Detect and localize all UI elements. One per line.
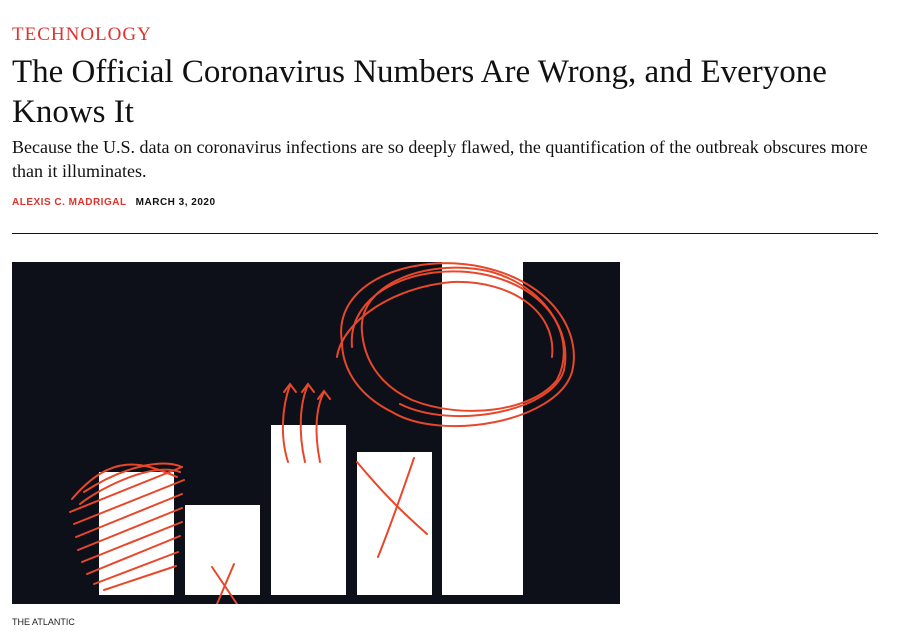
illustration-bar xyxy=(357,452,432,595)
illustration-bar xyxy=(99,472,174,595)
illustration-bar xyxy=(271,425,346,595)
illustration-bar xyxy=(442,262,523,595)
article-headline: The Official Coronavirus Numbers Are Wrong, and Everyone Knows It xyxy=(12,54,827,130)
image-credit: THE ATLANTIC xyxy=(12,617,75,627)
article-dek: Because the U.S. data on coronavirus infections are so deeply flawed, the quantification of the outbreak obscures more than it illuminates. xyxy=(12,137,868,181)
section-label[interactable]: TECHNOLOGY xyxy=(12,24,152,45)
author-link[interactable]: ALEXIS C. MADRIGAL xyxy=(12,197,127,208)
header-divider xyxy=(12,233,878,234)
publish-date: MARCH 3, 2020 xyxy=(135,197,216,208)
bar-illustration xyxy=(12,262,620,604)
hero-illustration xyxy=(12,262,620,604)
byline xyxy=(12,197,216,208)
